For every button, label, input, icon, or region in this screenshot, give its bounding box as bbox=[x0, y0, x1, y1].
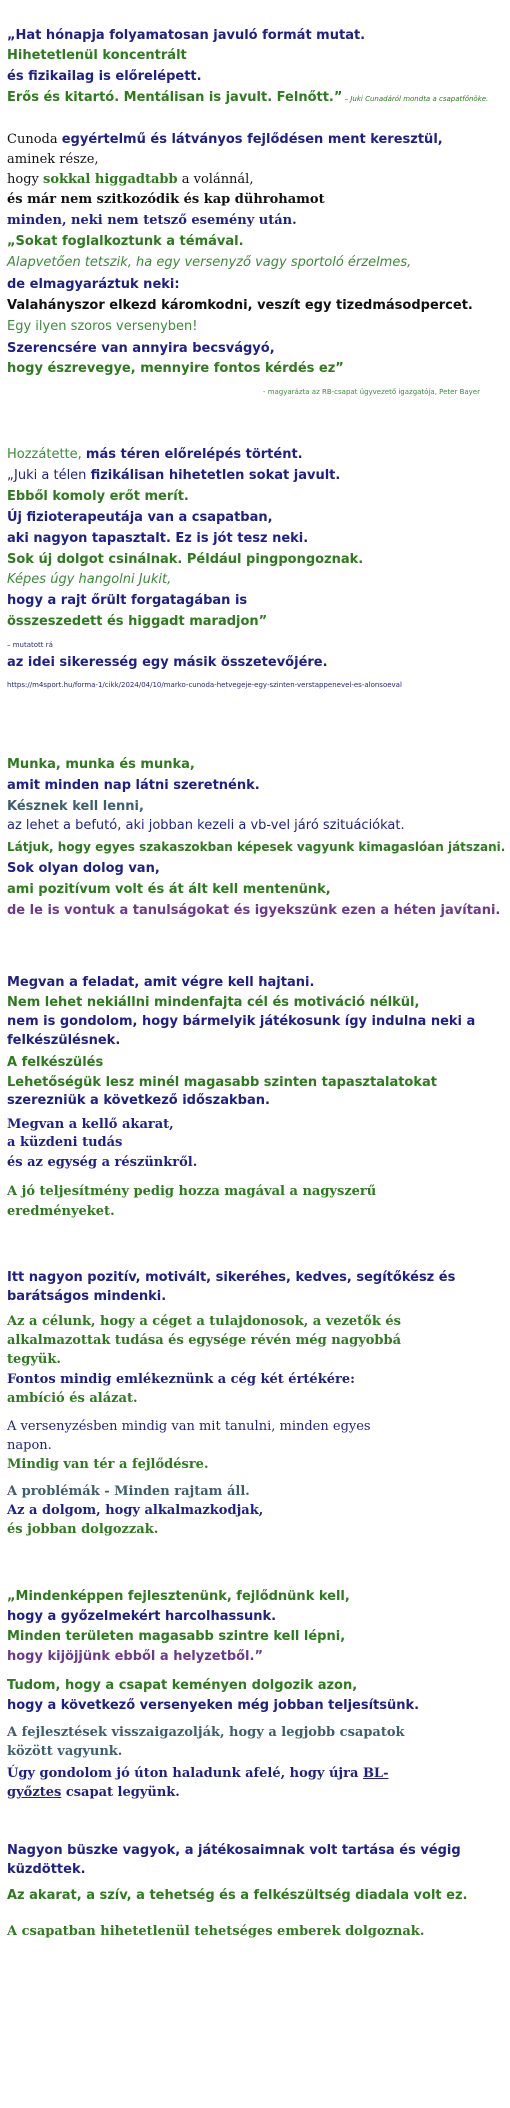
text-line bbox=[7, 1457, 208, 1473]
text-segment: Egy ilyen szoros versenyben! bbox=[7, 319, 198, 334]
text-line bbox=[7, 1649, 263, 1665]
text-segment: Itt nagyon pozitív, motivált, sikeréhes, kedves, segítőkész és bbox=[7, 1270, 456, 1285]
text-line bbox=[7, 1372, 355, 1388]
text-segment: más téren előrelépés történt. bbox=[85, 447, 303, 462]
text-line bbox=[7, 28, 365, 44]
text-line bbox=[7, 1314, 401, 1330]
text-segment: de le is vontuk a tanulságokat és igyekszünk ezen a héten javítani. bbox=[7, 903, 501, 918]
text-line bbox=[7, 1135, 122, 1151]
text-line bbox=[7, 1391, 138, 1407]
text-segment: Lehetőségük lesz minél magasabb szinten tapasztalatokat bbox=[7, 1075, 437, 1090]
text-line bbox=[7, 1589, 350, 1605]
text-line bbox=[7, 818, 405, 834]
text-segment: Szerencsére van annyira becsvágyó, bbox=[7, 341, 275, 356]
text-segment: küzdöttek. bbox=[7, 1862, 86, 1877]
text-segment: Alapvetően tetszik, ha egy versenyző vagy sportoló érzelmes, bbox=[7, 255, 412, 270]
text-segment: Az a dolgom, hogy alkalmazkodjak, bbox=[7, 1503, 264, 1518]
text-segment: egyértelmű és látványos fejlődésen ment keresztül, bbox=[61, 132, 443, 147]
text-line bbox=[7, 1609, 276, 1625]
text-line bbox=[7, 1184, 376, 1200]
text-segment: Sok új dolgot csinálnak. Például pingpongoznak. bbox=[7, 552, 364, 567]
text-line bbox=[7, 1270, 455, 1286]
text-segment: Nem lehet nekiállni mindenfajta cél és motiváció nélkül, bbox=[7, 995, 420, 1010]
text-line bbox=[7, 1484, 250, 1500]
text-segment: a volánnál, bbox=[177, 172, 254, 187]
text-segment: Tudom, hogy a csapat keményen dolgozik azon, bbox=[7, 1678, 358, 1693]
text-segment: Munka, munka és munka, bbox=[7, 757, 195, 772]
text-line bbox=[7, 1744, 122, 1760]
text-segment: sokkal higgadtabb bbox=[43, 172, 178, 187]
text-line bbox=[7, 1725, 405, 1741]
text-segment: Sok olyan dolog van, bbox=[7, 861, 160, 876]
text-segment: Minden területen magasabb szintre kell lépni, bbox=[7, 1629, 346, 1644]
text-line bbox=[7, 1503, 263, 1519]
text-segment: hogy a győzelmekért harcolhassunk. bbox=[7, 1609, 277, 1624]
text-line bbox=[7, 1698, 419, 1714]
text-line bbox=[7, 531, 308, 547]
text-segment: szerezniük a következő időszakban. bbox=[7, 1093, 270, 1108]
text-line bbox=[7, 510, 273, 526]
text-segment: Úgy gondolom jó úton haladunk afelé, hogy újra bbox=[7, 1766, 363, 1781]
text-line bbox=[7, 903, 500, 919]
text-line bbox=[7, 1522, 158, 1538]
text-line bbox=[7, 552, 363, 568]
text-line bbox=[7, 1785, 180, 1801]
text-line bbox=[7, 319, 198, 335]
text-line bbox=[7, 298, 473, 314]
text-line bbox=[7, 1155, 197, 1171]
text-segment: fizikálisan hihetetlen sokat javult. bbox=[90, 468, 341, 483]
text-segment: barátságos mindenki. bbox=[7, 1289, 167, 1304]
text-line bbox=[7, 48, 187, 64]
text-line bbox=[7, 1352, 61, 1368]
text-segment: de elmagyaráztuk neki: bbox=[7, 277, 180, 292]
text-line bbox=[7, 1055, 103, 1071]
text-segment: és jobban dolgozzak. bbox=[7, 1522, 159, 1537]
text-segment: és fizikailag is előrelépett. bbox=[7, 69, 202, 84]
text-segment: ambíció és alázat. bbox=[7, 1391, 138, 1406]
text-line bbox=[7, 1843, 461, 1859]
text-segment: Erős és kitartó. Mentálisan is javult. Felnőtt.” bbox=[7, 90, 343, 105]
text-segment: A jó teljesítmény pedig hozza magával a nagyszerű bbox=[7, 1184, 377, 1199]
text-segment: győztes bbox=[7, 1785, 62, 1800]
text-line bbox=[7, 361, 344, 377]
text-line bbox=[7, 1419, 371, 1435]
text-line bbox=[7, 1093, 270, 1109]
text-segment: minden, neki nem tetsző esemény után. bbox=[7, 213, 297, 228]
text-segment: A felkészülés bbox=[7, 1055, 104, 1070]
text-line bbox=[7, 1333, 401, 1349]
text-line bbox=[7, 1075, 437, 1091]
text-segment: amit minden nap látni szeretnénk. bbox=[7, 778, 260, 793]
text-line bbox=[7, 995, 419, 1011]
text-line bbox=[7, 572, 171, 588]
text-segment: Nagyon büszke vagyok, a játékosaimnak volt tartása és végig bbox=[7, 1843, 461, 1858]
text-segment: BL- bbox=[362, 1766, 389, 1781]
text-line bbox=[7, 152, 99, 168]
text-line bbox=[7, 447, 303, 463]
text-line bbox=[7, 172, 253, 188]
text-line bbox=[7, 277, 180, 293]
text-line bbox=[7, 468, 340, 484]
text-segment: tegyük. bbox=[7, 1352, 61, 1367]
text-segment: Cunoda bbox=[7, 132, 62, 147]
text-line bbox=[7, 636, 53, 652]
text-line bbox=[7, 1289, 166, 1305]
text-line bbox=[7, 861, 160, 877]
text-segment: A csapatban hihetetlenül tehetséges emberek dolgoznak. bbox=[7, 1924, 425, 1939]
text-segment: Valahányszor elkezd káromkodni, veszít egy tizedmásodpercet. bbox=[7, 298, 473, 313]
text-line bbox=[7, 1766, 388, 1782]
text-segment: hogy a következő versenyeken még jobban teljesítsünk. bbox=[7, 1698, 420, 1713]
text-segment: – mutatott rá bbox=[7, 641, 53, 649]
text-line bbox=[7, 1862, 86, 1878]
text-line bbox=[7, 1678, 357, 1694]
text-segment: a küzdeni tudás bbox=[7, 1135, 123, 1150]
text-line bbox=[7, 213, 297, 229]
text-line bbox=[7, 234, 244, 250]
text-segment: eredményeket. bbox=[7, 1204, 115, 1219]
text-segment: alkalmazottak tudása és egysége révén még nagyobbá bbox=[7, 1333, 402, 1348]
text-segment: Az a célunk, hogy a céget a tulajdonosok, a vezetők és bbox=[7, 1314, 401, 1329]
text-segment: Hozzátette, bbox=[7, 447, 86, 462]
text-line bbox=[7, 1438, 52, 1454]
text-segment: az lehet a befutó, aki jobban kezeli a vb-vel járó szituációkat. bbox=[7, 818, 405, 833]
text-line bbox=[7, 132, 443, 148]
text-line bbox=[7, 1924, 424, 1940]
text-segment: aminek része, bbox=[7, 152, 99, 167]
text-line bbox=[7, 882, 331, 898]
text-segment: ami pozitívum volt és át ált kell mentenünk, bbox=[7, 882, 331, 897]
text-line bbox=[7, 1204, 115, 1220]
text-segment: Mindig van tér a fejlődésre. bbox=[7, 1457, 209, 1472]
text-line bbox=[7, 676, 402, 692]
text-line bbox=[7, 1629, 345, 1645]
text-segment: hogy bbox=[7, 172, 43, 187]
text-segment: „Hat hónapja folyamatosan javuló formát mutat. bbox=[7, 28, 366, 43]
text-segment: - magyarázta az RB-csapat ügyvezető igazgatója, Peter Bayer bbox=[262, 388, 480, 396]
text-segment: Megvan a feladat, amit végre kell hajtani. bbox=[7, 975, 315, 990]
text-segment: Ebből komoly erőt merít. bbox=[7, 489, 189, 504]
text-segment: hogy kijöjjünk ebből a helyzetből.” bbox=[7, 1649, 263, 1664]
text-segment: Hihetetlenül koncentrált bbox=[7, 48, 187, 63]
text-line bbox=[7, 341, 275, 357]
text-line bbox=[7, 655, 328, 671]
text-segment: felkészülésnek. bbox=[7, 1033, 121, 1048]
text-segment: hogy a rajt őrült forgatagában is bbox=[7, 593, 248, 608]
source-link[interactable]: https://m4sport.hu/forma-1/cikk/2024/04/10/marko-cunoda-hetvegeje-egy-szinten-verstappenevel-es-alonsoeval bbox=[7, 681, 402, 689]
text-segment: napon. bbox=[7, 1438, 52, 1453]
text-line bbox=[7, 489, 189, 505]
text-segment: Látjuk, hogy egyes szakaszokban képesek vagyunk kimagaslóan játszani. bbox=[7, 840, 506, 854]
text-line bbox=[7, 975, 314, 991]
text-line bbox=[7, 799, 144, 815]
text-segment: nem is gondolom, hogy bármelyik játékosunk így indulna neki a bbox=[7, 1014, 476, 1029]
text-line bbox=[7, 778, 260, 794]
text-line bbox=[7, 255, 411, 271]
text-line bbox=[7, 192, 325, 208]
text-line bbox=[7, 69, 202, 85]
text-segment: között vagyunk. bbox=[7, 1744, 123, 1759]
text-line bbox=[7, 1014, 475, 1030]
text-segment: összeszedett és higgadt maradjon” bbox=[7, 614, 268, 629]
text-segment: A versenyzésben mindig van mit tanulni, minden egyes bbox=[7, 1419, 371, 1434]
text-line bbox=[7, 593, 247, 609]
text-line bbox=[7, 90, 488, 106]
text-line bbox=[7, 757, 195, 773]
text-line bbox=[7, 1117, 174, 1133]
text-line bbox=[7, 1033, 120, 1049]
text-segment: „Sokat foglalkoztunk a témával. bbox=[7, 234, 244, 249]
text-segment: – Juki Cunadáról mondta a csapatfőnöke. bbox=[342, 95, 489, 103]
text-line bbox=[7, 840, 505, 856]
text-segment: A problémák - Minden rajtam áll. bbox=[7, 1484, 250, 1499]
text-segment: „Mindenképpen fejlesztenünk, fejlődnünk kell, bbox=[7, 1589, 350, 1604]
text-line bbox=[263, 383, 480, 399]
text-line bbox=[7, 614, 267, 630]
text-segment: hogy észrevegye, mennyire fontos kérdés ez” bbox=[7, 361, 344, 376]
text-segment: aki nagyon tapasztalt. Ez is jót tesz neki. bbox=[7, 531, 309, 546]
text-segment: az idei sikeresség egy másik összetevőjére. bbox=[7, 655, 328, 670]
text-segment: Az akarat, a szív, a tehetség és a felkészültség diadala volt ez. bbox=[7, 1888, 468, 1903]
text-segment: Képes úgy hangolni Jukit, bbox=[7, 572, 172, 587]
text-segment: csapat legyünk. bbox=[61, 1785, 180, 1800]
text-line bbox=[7, 1888, 467, 1904]
text-segment: Késznek kell lenni, bbox=[7, 799, 144, 814]
text-segment: Új fizioterapeutája van a csapatban, bbox=[7, 510, 273, 525]
text-segment: A fejlesztések visszaigazolják, hogy a legjobb csapatok bbox=[7, 1725, 405, 1740]
text-segment: Megvan a kellő akarat, bbox=[7, 1117, 174, 1132]
text-segment: Fontos mindig emlékeznünk a cég két értékére: bbox=[7, 1372, 355, 1387]
text-segment: és az egység a részünkről. bbox=[7, 1155, 198, 1170]
text-segment: és már nem szitkozódik és kap dührohamot bbox=[7, 192, 325, 207]
text-segment: „Juki a télen bbox=[7, 468, 91, 483]
